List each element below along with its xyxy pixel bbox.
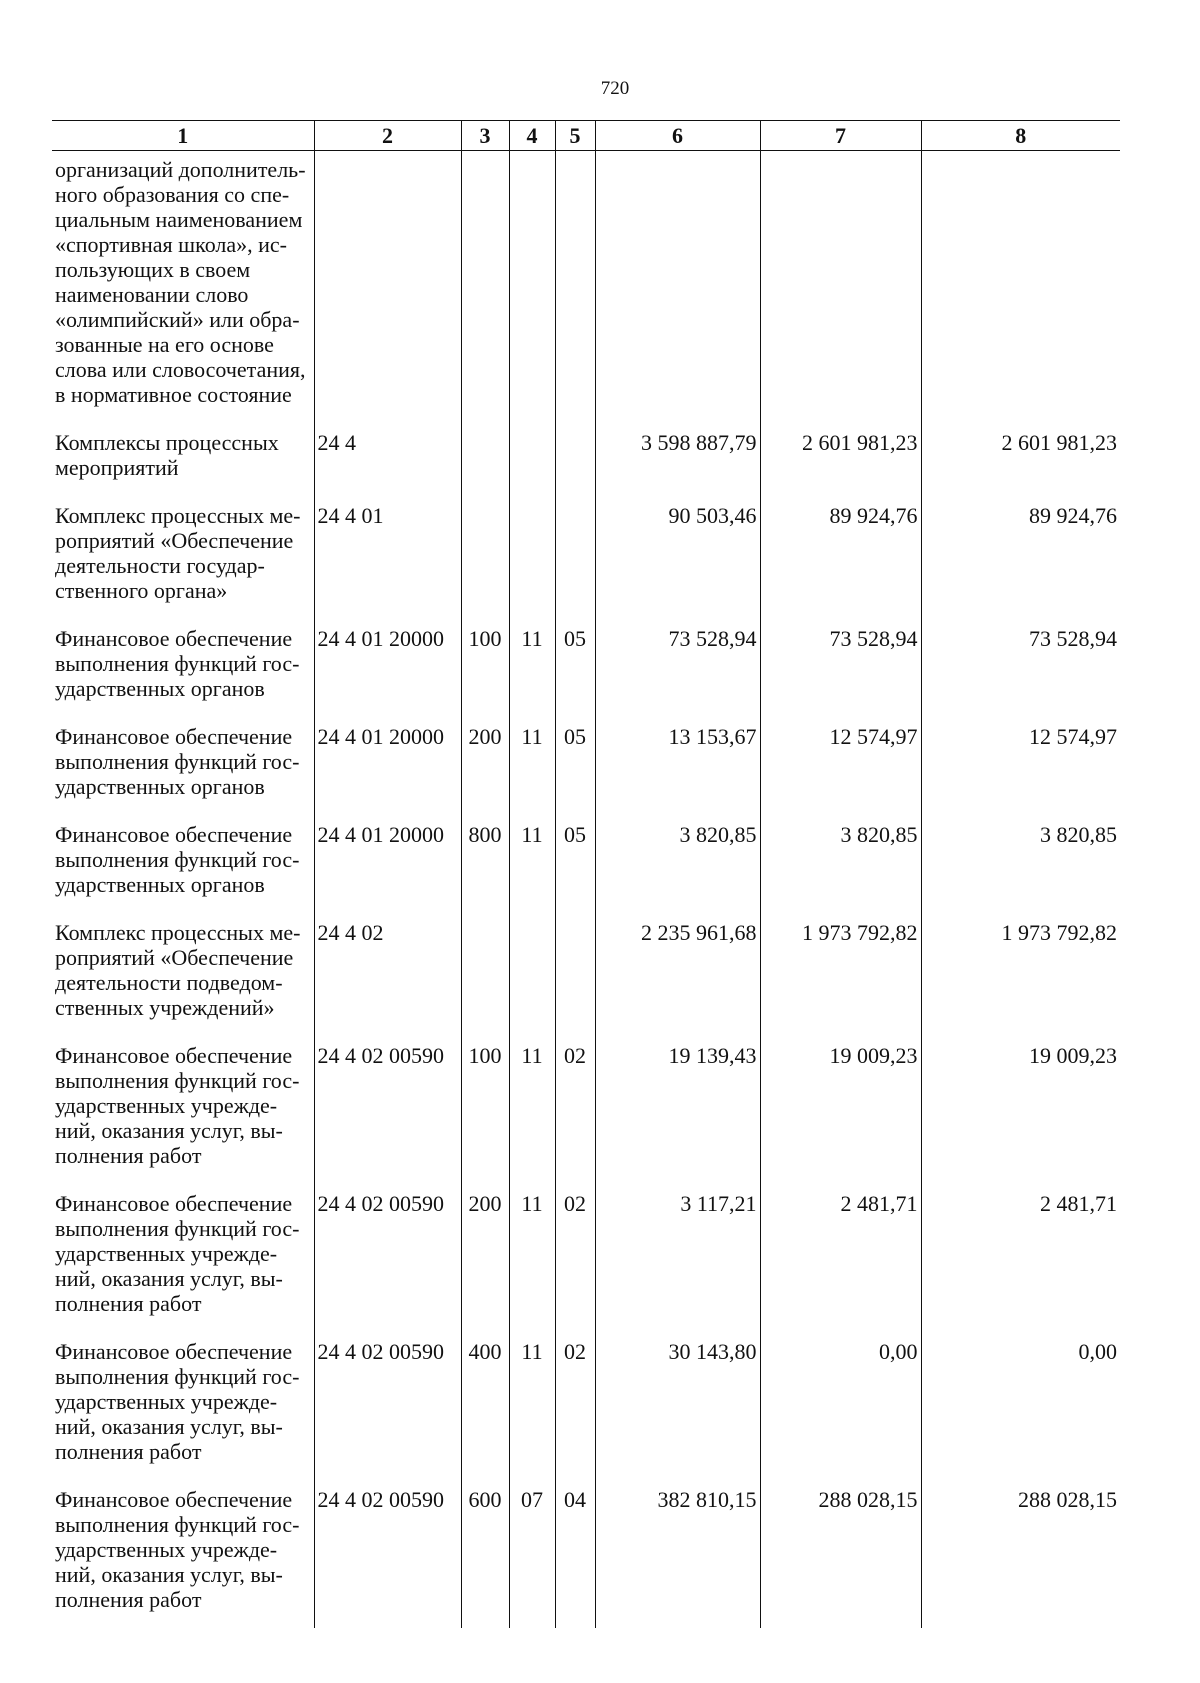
row-amount-6: 3 117,21 (595, 1184, 760, 1332)
row-amount-7: 3 820,85 (760, 815, 921, 913)
row-amount-7: 1 973 792,82 (760, 913, 921, 1036)
row-vr: 100 (461, 1036, 509, 1184)
table-row (52, 717, 1120, 815)
row-name: Финансовое обеспечение выполнения функций гос-ударственных учрежде-ний, оказания услуг, вы-полнения работ (55, 1191, 300, 1316)
row-vr: 100 (461, 619, 509, 717)
row-vr (461, 151, 509, 424)
budget-table (52, 120, 1120, 1628)
row-name: Комплексы процессных мероприятий (55, 430, 279, 480)
row-amount-8: 288 028,15 (921, 1480, 1120, 1628)
row-name: Финансовое обеспечение выполнения функций гос-ударственных органов (55, 822, 300, 897)
row-amount-7: 2 601 981,23 (760, 423, 921, 496)
column-header: 1 (52, 121, 314, 151)
row-rz: 11 (509, 619, 555, 717)
table-row (52, 1184, 1120, 1332)
row-pr: 02 (555, 1332, 595, 1480)
page-number: 720 (600, 78, 630, 99)
row-rz: 11 (509, 1332, 555, 1480)
row-name: Финансовое обеспечение выполнения функций гос-ударственных учрежде-ний, оказания услуг, вы-полнения работ (55, 1487, 300, 1612)
row-name: Финансовое обеспечение выполнения функций гос-ударственных учрежде-ний, оказания услуг, вы-полнения работ (55, 1339, 300, 1464)
row-code: 24 4 02 (314, 913, 461, 1036)
row-vr: 400 (461, 1332, 509, 1480)
row-name: Финансовое обеспечение выполнения функций гос-ударственных органов (55, 724, 300, 799)
row-vr: 200 (461, 1184, 509, 1332)
row-amount-8: 3 820,85 (921, 815, 1120, 913)
row-amount-6: 13 153,67 (595, 717, 760, 815)
row-amount-7: 288 028,15 (760, 1480, 921, 1628)
table-row (52, 1480, 1120, 1628)
row-amount-6: 382 810,15 (595, 1480, 760, 1628)
row-code: 24 4 01 20000 (314, 815, 461, 913)
column-header: 8 (921, 121, 1120, 151)
table-row (52, 815, 1120, 913)
row-code: 24 4 02 00590 (314, 1480, 461, 1628)
row-rz (509, 423, 555, 496)
row-amount-8: 89 924,76 (921, 496, 1120, 619)
row-name: Комплекс процессных ме-роприятий «Обеспечение деятельности государ-ственного органа» (55, 503, 301, 603)
row-vr: 800 (461, 815, 509, 913)
table-row (52, 619, 1120, 717)
row-amount-6 (595, 151, 760, 424)
row-amount-7: 73 528,94 (760, 619, 921, 717)
row-name: Комплекс процессных ме-роприятий «Обеспечение деятельности подведом-ственных учреждений» (55, 920, 301, 1020)
row-code (314, 151, 461, 424)
row-rz: 11 (509, 717, 555, 815)
column-header: 6 (595, 121, 760, 151)
row-code: 24 4 02 00590 (314, 1332, 461, 1480)
row-amount-7: 2 481,71 (760, 1184, 921, 1332)
row-amount-8 (921, 151, 1120, 424)
row-amount-6: 30 143,80 (595, 1332, 760, 1480)
row-name: организаций дополнитель-ного образования со спе-циальным наименованием «спортивная школа», ис-пользующих в своем наименовании слово «олимпийский» или обра-зованные на его основе слова или словосочетания, в нормативное состояние (55, 157, 306, 407)
row-code: 24 4 02 00590 (314, 1184, 461, 1332)
row-pr: 05 (555, 815, 595, 913)
row-pr (555, 151, 595, 424)
row-amount-6: 3 598 887,79 (595, 423, 760, 496)
table-row (52, 1332, 1120, 1480)
row-pr: 05 (555, 717, 595, 815)
row-vr: 600 (461, 1480, 509, 1628)
column-header: 2 (314, 121, 461, 151)
column-header: 5 (555, 121, 595, 151)
row-name: Финансовое обеспечение выполнения функций гос-ударственных учрежде-ний, оказания услуг, вы-полнения работ (55, 1043, 300, 1168)
row-amount-8: 2 601 981,23 (921, 423, 1120, 496)
row-amount-6: 2 235 961,68 (595, 913, 760, 1036)
table-row (52, 1036, 1120, 1184)
row-amount-7 (760, 151, 921, 424)
column-header: 7 (760, 121, 921, 151)
row-amount-8: 0,00 (921, 1332, 1120, 1480)
row-code: 24 4 01 20000 (314, 717, 461, 815)
row-vr (461, 423, 509, 496)
row-vr (461, 913, 509, 1036)
column-header: 3 (461, 121, 509, 151)
row-pr (555, 913, 595, 1036)
row-pr: 05 (555, 619, 595, 717)
row-rz: 07 (509, 1480, 555, 1628)
row-amount-8: 2 481,71 (921, 1184, 1120, 1332)
table-row (52, 913, 1120, 1036)
row-amount-6: 73 528,94 (595, 619, 760, 717)
row-vr (461, 496, 509, 619)
row-vr: 200 (461, 717, 509, 815)
row-rz: 11 (509, 815, 555, 913)
row-amount-7: 89 924,76 (760, 496, 921, 619)
row-amount-6: 19 139,43 (595, 1036, 760, 1184)
row-amount-8: 73 528,94 (921, 619, 1120, 717)
row-rz: 11 (509, 1036, 555, 1184)
row-pr: 04 (555, 1480, 595, 1628)
row-amount-8: 1 973 792,82 (921, 913, 1120, 1036)
row-pr: 02 (555, 1036, 595, 1184)
row-name: Финансовое обеспечение выполнения функций гос-ударственных органов (55, 626, 300, 701)
row-pr: 02 (555, 1184, 595, 1332)
row-amount-6: 3 820,85 (595, 815, 760, 913)
row-rz (509, 913, 555, 1036)
row-amount-8: 19 009,23 (921, 1036, 1120, 1184)
row-code: 24 4 (314, 423, 461, 496)
table-row (52, 496, 1120, 619)
row-pr (555, 423, 595, 496)
row-amount-7: 12 574,97 (760, 717, 921, 815)
row-pr (555, 496, 595, 619)
row-rz (509, 151, 555, 424)
row-code: 24 4 02 00590 (314, 1036, 461, 1184)
row-code: 24 4 01 (314, 496, 461, 619)
row-amount-7: 19 009,23 (760, 1036, 921, 1184)
row-code: 24 4 01 20000 (314, 619, 461, 717)
table-row (52, 151, 1120, 424)
table-row (52, 423, 1120, 496)
row-amount-7: 0,00 (760, 1332, 921, 1480)
row-amount-8: 12 574,97 (921, 717, 1120, 815)
row-amount-6: 90 503,46 (595, 496, 760, 619)
row-rz: 11 (509, 1184, 555, 1332)
row-rz (509, 496, 555, 619)
column-header: 4 (509, 121, 555, 151)
table-header (52, 121, 1120, 151)
